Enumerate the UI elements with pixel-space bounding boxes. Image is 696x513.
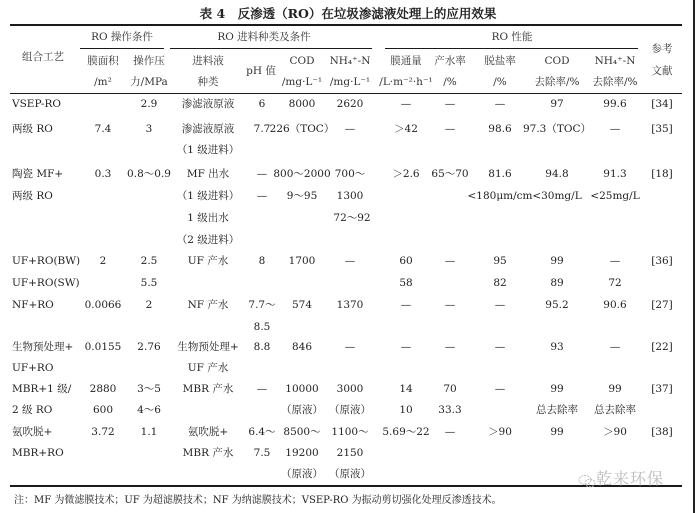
cell-ph: — (256, 190, 268, 202)
cell-process: 生物预处理+ (12, 341, 74, 353)
header-reference: 参考 (651, 43, 673, 55)
cell-rejection: — (494, 383, 506, 395)
cell-recovery: — (444, 341, 456, 353)
cell-flux: — (400, 299, 412, 311)
cell-cod: 8500～ (283, 426, 321, 438)
cell-ph: 7.5 (253, 447, 271, 459)
cell-pressure: 1.1 (140, 426, 158, 438)
cell-rejection: — (494, 341, 506, 353)
header-membrane-area-unit: /m² (94, 76, 112, 88)
cell-process: 氨吹脱+ (12, 426, 53, 438)
header-feed-nh4-unit: /mg·L⁻¹ (329, 76, 371, 88)
cell-cod: （原液） (281, 468, 323, 480)
cell-feed: 1 级出水 (187, 212, 229, 224)
cell-process: MBR+1 级/ (12, 383, 72, 395)
cell-cod: 10000 (285, 383, 319, 395)
cell-recovery: — (444, 255, 456, 267)
right-border (693, 0, 695, 513)
header-pressure-unit: 力/MPa (130, 76, 168, 88)
cell-reference: [18] (651, 168, 673, 180)
cell-area: 7.4 (94, 123, 112, 135)
header-ph: pH 值 (246, 65, 276, 77)
header-ro-feed: RO 进料种类及条件 (217, 31, 311, 43)
cell-process: 两级 RO (12, 123, 53, 135)
table-note: 注：MF 为微滤膜技术；UF 为超滤膜技术；NF 为纳滤膜技术；VSEP-RO 为振动剪切强化处理反渗透技术。 (14, 495, 502, 506)
cell-rejection: 81.6 (488, 168, 512, 180)
cell-cod: 8000 (288, 98, 316, 110)
cell-nh4-removal: 90.6 (603, 299, 627, 311)
cell-nh4: 72～92 (333, 212, 371, 224)
cell-pressure: 3 (145, 123, 153, 135)
cell-cod-removal: 99 (550, 255, 564, 267)
cell-nh4-removal: ＞90 (603, 426, 627, 438)
cell-feed: 氨吹脱+ (187, 426, 229, 438)
cell-flux: ＞2.6 (392, 168, 420, 180)
cell-feed: NF 产水 (187, 299, 229, 311)
cell-reference: [38] (651, 426, 673, 438)
cell-area: 2 (99, 255, 107, 267)
cell-process: UF+RO (12, 362, 54, 374)
cell-nh4-removal: 99.6 (603, 98, 627, 110)
header-rejection-unit: /% (493, 76, 507, 88)
cell-cod-removal: 95.2 (545, 299, 569, 311)
cell-ph: 8.5 (253, 321, 271, 333)
header-nh4-removal-unit: 去除率/% (592, 76, 638, 88)
cell-cod: 9～95 (286, 190, 318, 202)
cell-cod: 19200 (285, 447, 319, 459)
cell-nh4-removal: — (609, 341, 621, 353)
cell-feed: MF 出水 (186, 168, 230, 180)
cell-area: 3.72 (91, 426, 115, 438)
cell-rejection: <180μm/cm (467, 190, 533, 202)
cell-nh4-removal: 总去除率 (594, 404, 636, 416)
header-recovery-unit: /% (443, 76, 457, 88)
cell-process: 两级 RO (12, 190, 53, 202)
cell-area: 600 (92, 404, 114, 416)
cell-reference: [36] (651, 255, 673, 267)
cell-cod: （原液） (281, 404, 323, 416)
cell-flux: 58 (399, 277, 413, 289)
cell-recovery: — (444, 98, 456, 110)
cell-feed: UF 产水 (187, 255, 229, 267)
header-feed-cod-unit: /mg·L⁻¹ (281, 76, 323, 88)
cell-reference: [35] (651, 123, 673, 135)
cell-area: 0.0155 (84, 341, 122, 353)
cell-feed: （2 级进料） (176, 234, 240, 246)
cell-area: 0.3 (94, 168, 112, 180)
cell-ph: 6.4～ (248, 426, 276, 438)
cell-process: UF+RO(BW) (12, 255, 81, 267)
cell-nh4-removal: 72 (608, 277, 622, 289)
cell-cod: 800～2000 (273, 168, 331, 180)
cell-flux: 60 (399, 255, 413, 267)
cell-rejection: — (494, 299, 506, 311)
cell-reference: [22] (651, 341, 673, 353)
cell-cod-removal: 93 (550, 341, 564, 353)
cell-rejection: 95 (493, 255, 507, 267)
cell-feed: MBR 产水 (182, 447, 234, 459)
cell-cod-removal: 89 (550, 277, 564, 289)
header-rejection: 脱盐率 (484, 55, 516, 67)
cell-nh4: 2620 (336, 98, 364, 110)
header-process: 组合工艺 (22, 51, 64, 63)
header-feed-cod: COD (289, 55, 315, 67)
header-feed-type: 进料液 (192, 55, 224, 67)
cell-feed: UF 产水 (187, 362, 229, 374)
cell-ph: 6 (258, 98, 266, 110)
cell-flux: 10 (399, 404, 413, 416)
header-nh4-removal: NH₄⁺-N (594, 55, 636, 67)
cell-flux: 14 (399, 383, 413, 395)
table-title: 表 4 反渗透（RO）在垃圾渗滤液处理上的应用效果 (199, 6, 497, 21)
cell-rejection: ＞90 (488, 426, 512, 438)
cell-recovery: — (444, 426, 456, 438)
cell-recovery: — (444, 299, 456, 311)
cell-pressure: 0.8～0.9 (127, 168, 171, 180)
cell-area: 2880 (89, 383, 117, 395)
cell-pressure: 5.5 (140, 277, 158, 289)
header-cod-removal-unit: 去除率/% (534, 76, 580, 88)
cell-pressure: 2.5 (140, 255, 158, 267)
cell-nh4: — (344, 123, 356, 135)
cell-cod-removal: 94.8 (545, 168, 569, 180)
header-flux-unit: /L·m⁻²·h⁻¹ (379, 76, 433, 88)
cell-rejection: 98.6 (488, 123, 512, 135)
cell-recovery: 65～70 (431, 168, 469, 180)
header-ro-operation: RO 操作条件 (91, 31, 153, 43)
ro-operation-underline (80, 48, 164, 49)
cell-cod-removal: 99 (550, 426, 564, 438)
cell-feed: 渗滤液原液 (181, 123, 235, 135)
cell-nh4-removal: — (609, 123, 621, 135)
cell-cod: 574 (291, 299, 313, 311)
cell-nh4: — (344, 341, 356, 353)
cell-reference: [37] (651, 383, 673, 395)
cell-nh4: 3000 (336, 383, 364, 395)
cell-flux: 5.69～22 (382, 426, 430, 438)
cell-cod-removal: <30mg/L (532, 190, 582, 202)
cell-feed: （1 级进料） (176, 144, 240, 156)
cell-cod: 1700 (288, 255, 316, 267)
cell-feed: （1 级进料） (176, 190, 240, 202)
cell-recovery: 70 (443, 383, 457, 395)
cell-process: 陶瓷 MF+ (12, 168, 64, 180)
ro-feed-underline (170, 48, 372, 49)
cell-feed: MBR 产水 (182, 383, 234, 395)
header-flux: 膜通量 (390, 55, 422, 67)
cell-nh4: 1100～ (331, 426, 369, 438)
cell-pressure: 4～6 (137, 404, 161, 416)
cell-rejection: 82 (493, 277, 507, 289)
cell-feed: 生物预处理+ (177, 341, 239, 353)
cell-nh4: （原液） (329, 404, 371, 416)
cell-nh4-removal: <25mg/L (590, 190, 640, 202)
top-rule (10, 24, 682, 26)
cell-recovery: — (444, 123, 456, 135)
header-bottom-rule (10, 93, 682, 94)
cell-nh4: — (344, 255, 356, 267)
cell-cod-removal: 97.3（TOC） (522, 123, 592, 135)
cell-ph: 7.7 (253, 123, 271, 135)
cell-nh4: 2150 (336, 447, 364, 459)
cell-rejection: — (494, 98, 506, 110)
cell-cod: 846 (291, 341, 313, 353)
cell-reference: [27] (651, 299, 673, 311)
cell-recovery: 33.3 (438, 404, 462, 416)
cell-process: VSEP-RO (12, 98, 61, 110)
cell-process: MBR+RO (12, 447, 64, 459)
cell-ph: — (256, 168, 268, 180)
cell-pressure: 2.9 (140, 98, 158, 110)
cell-ph: 8.8 (253, 341, 271, 353)
header-pressure: 操作压 (133, 55, 165, 67)
header-feed-nh4: NH₄⁺-N (329, 55, 371, 67)
cell-pressure: 2.76 (137, 341, 161, 353)
cell-nh4-removal: 91.3 (603, 168, 627, 180)
watermark-text: 乾来环保 (596, 469, 665, 488)
header-recovery: 产水率 (434, 55, 466, 67)
cell-nh4: 1300 (336, 190, 364, 202)
cell-process: NF+RO (12, 299, 54, 311)
cell-cod-removal: 97 (550, 98, 564, 110)
cell-feed: 渗滤液原液 (181, 98, 235, 110)
cell-ph: 8 (258, 255, 266, 267)
cell-flux: — (400, 341, 412, 353)
cell-ph: 7.7～ (248, 299, 276, 311)
cell-nh4: 700～ (334, 168, 366, 180)
header-feed-type-2: 种类 (197, 76, 219, 88)
cell-process: UF+RO(SW) (12, 277, 80, 289)
cell-process: 2 级 RO (12, 404, 53, 416)
watermark (578, 466, 664, 489)
header-reference-2: 文献 (651, 65, 673, 77)
cell-nh4: （原液） (329, 468, 371, 480)
cell-flux: ＞42 (394, 123, 418, 135)
cell-nh4-removal: — (609, 255, 621, 267)
cell-nh4: 1370 (336, 299, 364, 311)
cell-cod-removal: 99 (550, 383, 564, 395)
cell-flux: — (400, 98, 412, 110)
cell-area: 0.0066 (84, 299, 122, 311)
ro-performance-underline (385, 48, 638, 49)
cell-cod-removal: 总去除率 (536, 404, 578, 416)
header-cod-removal: COD (544, 55, 570, 67)
cell-reference: [34] (651, 98, 673, 110)
wechat-logo-icon (578, 473, 596, 487)
header-membrane-area: 膜面积 (87, 55, 119, 67)
cell-cod: 226（TOC） (269, 123, 335, 135)
header-ro-performance: RO 性能 (491, 31, 533, 43)
cell-ph: — (256, 383, 268, 395)
cell-nh4-removal: 99 (608, 383, 622, 395)
cell-pressure: 3～5 (137, 383, 161, 395)
cell-pressure: 2 (145, 299, 153, 311)
